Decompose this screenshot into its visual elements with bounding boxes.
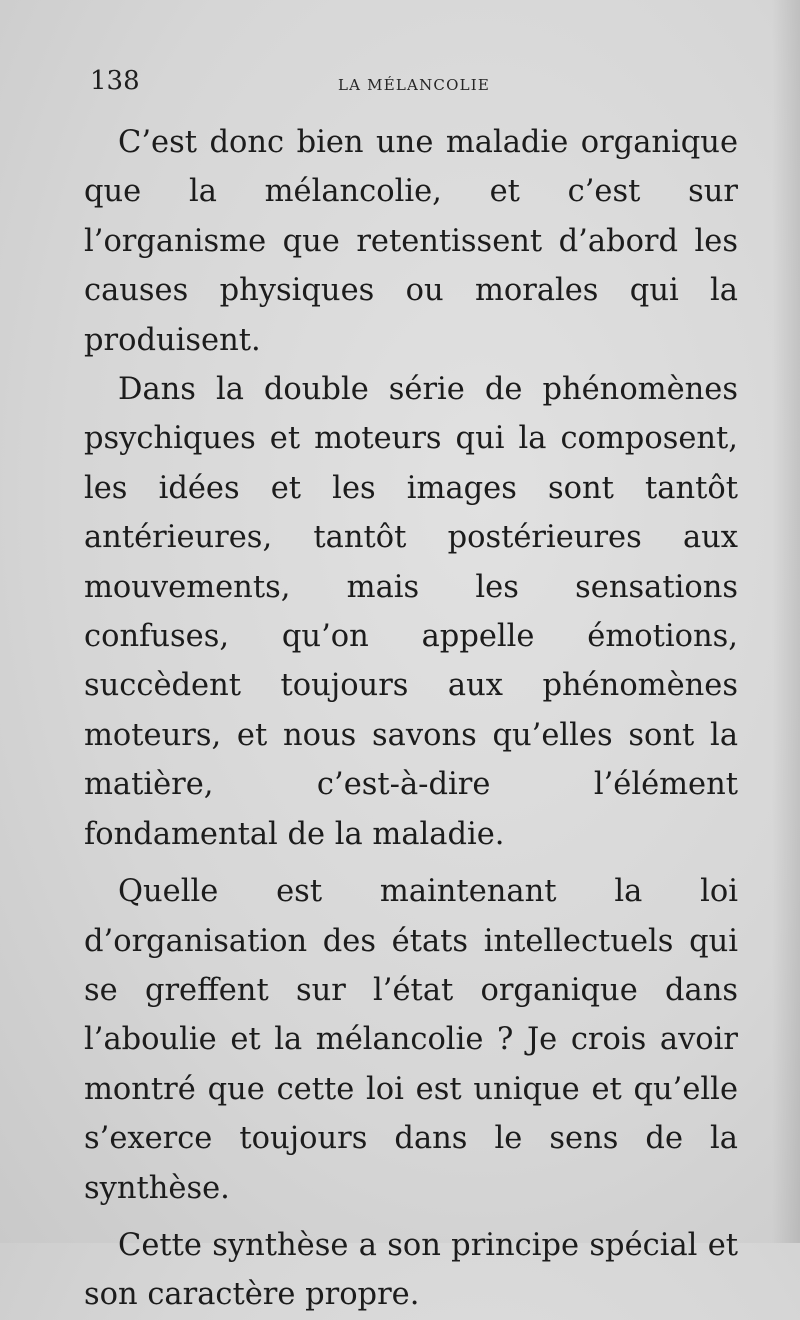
paragraph: Quelle est maintenant la loi d’organisation des états intellectuels qui se greffent sur l’état organique dans l’aboulie et la mélancolie ? Je crois avoir montré que cette loi est unique et qu’elle s’exerce toujours dans le sens de la synthèse.: [84, 874, 738, 1206]
page-number: 138: [90, 66, 140, 96]
page-header: [90, 66, 500, 100]
body-text: [84, 118, 738, 1320]
paragraph: C’est donc bien une maladie organique que la mélancolie, et c’est sur l’organisme que retentissent d’abord les causes physiques ou morales qui la produisent.: [84, 125, 738, 358]
page-edge-shadow: [772, 0, 800, 1243]
paragraph: Dans la double série de phénomènes psychiques et moteurs qui la composent, les idées et les images sont tantôt antérieures, tantôt postérieures aux mouvements, mais les sensations confuses, qu’on appelle émotions, succèdent toujours aux phénomènes moteurs, et nous savons qu’elles sont la matière, c’est-à-dire l’élément fondamental de la maladie.: [84, 372, 738, 852]
running-title: LA MÉLANCOLIE: [338, 76, 490, 94]
paragraph: Cette synthèse a son principe spécial et son caractère propre.: [84, 1227, 738, 1313]
